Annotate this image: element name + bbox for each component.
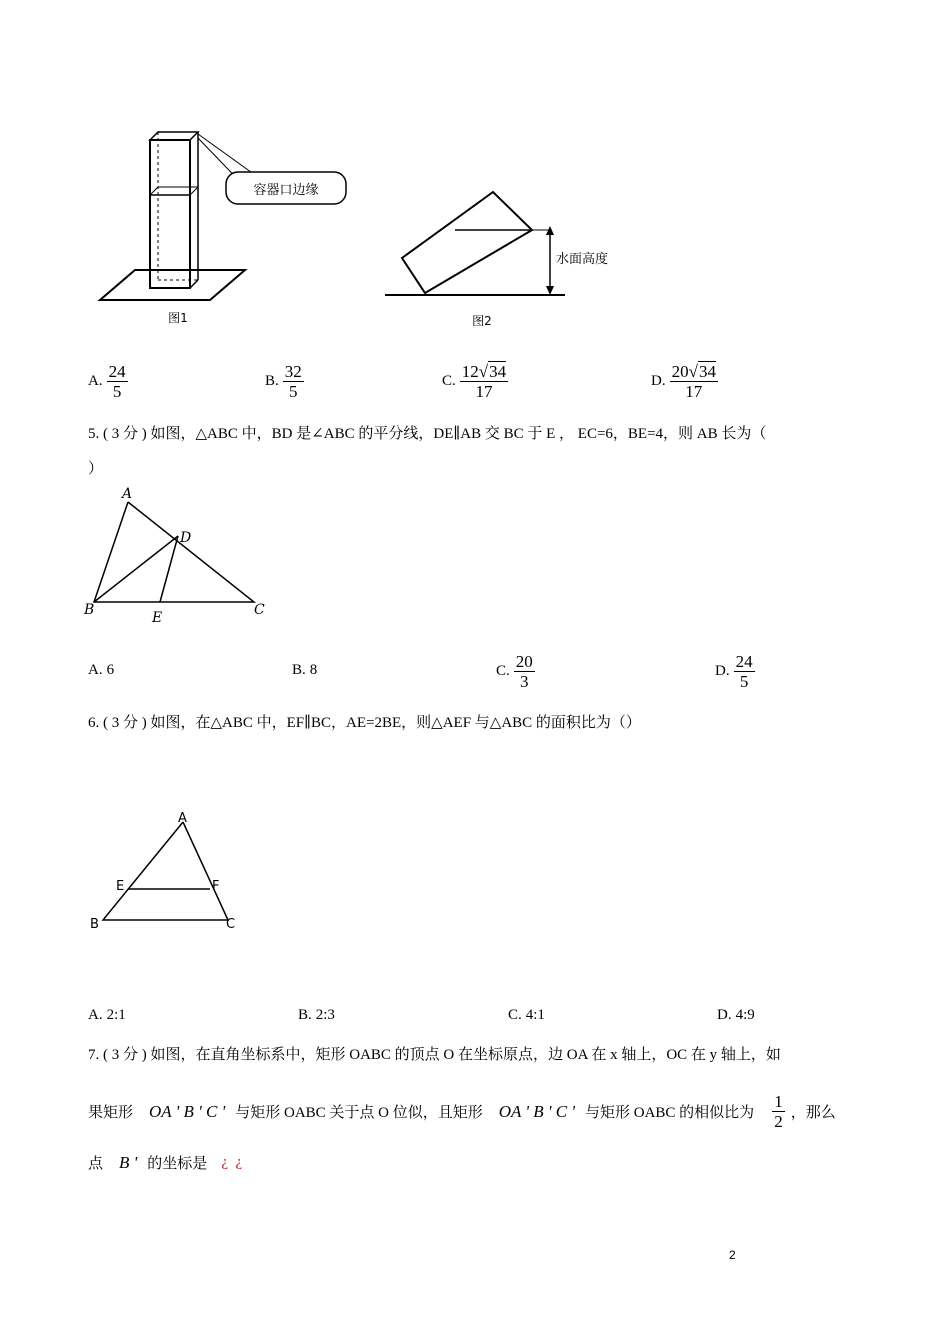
- q4-option-c[interactable]: [442, 362, 508, 401]
- fig1-prism-front: [150, 140, 190, 288]
- option-letter: A.: [88, 1007, 103, 1023]
- denominator: 5: [739, 672, 749, 691]
- text-segment: ，那么: [790, 1105, 836, 1121]
- denominator: 5: [112, 382, 122, 401]
- water-height-label: 水面高度: [556, 252, 609, 267]
- q6-option-a[interactable]: [88, 1007, 126, 1024]
- text-segment: 与矩形 OABC 关于点 O 位似，且矩形: [235, 1105, 483, 1121]
- q6-stem-line1: 6. ( 3 分 ) 如图，在△ABC 中，EF∥BC，AE=2BE，则△AEF 与△ABC 的面积比为（）: [88, 715, 641, 731]
- option-letter: C.: [508, 1007, 522, 1023]
- denominator: 2: [774, 1112, 783, 1131]
- label-f: F: [212, 879, 220, 894]
- q5-option-d[interactable]: [715, 652, 755, 691]
- coefficient: 20: [671, 362, 689, 381]
- option-value: 2:3: [315, 1007, 335, 1023]
- denominator: 5: [289, 382, 298, 401]
- page-number: 2: [729, 1248, 736, 1262]
- option-value: 4:1: [525, 1007, 545, 1023]
- numerator: [670, 362, 718, 382]
- q6-option-d[interactable]: [717, 1007, 755, 1024]
- callout-label: 容器口边缘: [253, 183, 319, 198]
- sqrt-sign: √: [688, 362, 698, 381]
- denominator: 17: [475, 382, 493, 401]
- option-letter: C.: [496, 663, 510, 679]
- q5-stem-line2: ）: [88, 461, 104, 477]
- q7-stem-line3: [88, 1152, 242, 1173]
- q4-option-a[interactable]: [88, 362, 128, 401]
- numerator: 24: [108, 362, 126, 381]
- coefficient: 12: [461, 362, 479, 381]
- text-segment: 的坐标是: [147, 1156, 208, 1172]
- radicand: 34: [489, 362, 507, 381]
- fraction: [734, 652, 755, 691]
- label-e: E: [152, 610, 163, 626]
- segment-bd: [94, 536, 178, 602]
- fig2-caption: 图2: [472, 314, 492, 328]
- numerator: 24: [735, 652, 753, 671]
- option-letter: B.: [292, 662, 306, 678]
- q6-triangle-figure: [86, 808, 246, 936]
- fig1-caption: 图1: [168, 311, 188, 325]
- rectangle-prime-name: OA ' B ' C ': [149, 1101, 226, 1121]
- q6-option-c[interactable]: [508, 1007, 545, 1024]
- numerator: [460, 362, 508, 382]
- q4-option-b[interactable]: [265, 362, 304, 401]
- fig1-base-plate: [100, 270, 245, 300]
- option-value: 8: [309, 662, 318, 678]
- q5-option-c[interactable]: [496, 652, 535, 691]
- option-letter: C.: [442, 373, 456, 389]
- container-figure: [80, 120, 640, 340]
- q5-stem-line1: 5. ( 3 分 ) 如图，△ABC 中，BD 是∠ABC 的平分线，DE∥AB 交 BC 于 E ， EC=6，BE=4，则 AB 长为（: [88, 426, 767, 442]
- label-c: C: [254, 602, 265, 618]
- q5-triangle-figure: [84, 484, 274, 626]
- option-letter: A.: [88, 662, 103, 678]
- label-e: E: [116, 879, 125, 894]
- radicand: 34: [698, 362, 716, 381]
- denominator: 3: [520, 672, 529, 691]
- q5-option-b[interactable]: [292, 662, 317, 679]
- fraction: [107, 362, 128, 401]
- answer-placeholder: ¿ ¿: [221, 1154, 243, 1170]
- label-a: A: [122, 486, 133, 502]
- numerator: 32: [284, 362, 302, 381]
- q7-stem-line2: [88, 1092, 836, 1131]
- point-prime-name: B ': [119, 1152, 138, 1172]
- fraction: [283, 362, 304, 401]
- text-segment: 与矩形 OABC 的相似比为: [585, 1105, 755, 1121]
- numerator: 1: [774, 1092, 783, 1111]
- sqrt-sign: √: [478, 362, 489, 381]
- label-c: C: [226, 917, 236, 932]
- option-letter: B.: [265, 373, 279, 389]
- label-a: A: [178, 811, 187, 826]
- label-d: D: [180, 530, 192, 546]
- fraction: [460, 362, 508, 401]
- denominator: 17: [685, 382, 703, 401]
- q7-stem-line1: 7. ( 3 分 ) 如图，在直角坐标系中，矩形 OABC 的顶点 O 在坐标原点，边 OA 在 x 轴上，OC 在 y 轴上，如: [88, 1047, 781, 1063]
- label-b: B: [90, 917, 99, 932]
- option-letter: D.: [717, 1007, 732, 1023]
- q5-option-a[interactable]: [88, 662, 114, 679]
- label-b: B: [84, 602, 95, 618]
- option-value: 6: [106, 662, 115, 678]
- segment-de: [160, 536, 178, 602]
- option-letter: A.: [88, 373, 103, 389]
- fig2-tilted-box: [402, 192, 532, 293]
- triangle-abc: [103, 822, 228, 920]
- option-letter: B.: [298, 1007, 312, 1023]
- option-letter: D.: [715, 663, 730, 679]
- option-value: 2:1: [106, 1007, 126, 1023]
- numerator: 20: [515, 652, 533, 671]
- option-letter: D.: [651, 373, 666, 389]
- fraction: [514, 652, 535, 691]
- text-segment: 点: [88, 1156, 104, 1172]
- option-value: 4:9: [735, 1007, 755, 1023]
- q4-option-d[interactable]: [651, 362, 718, 401]
- fraction: [670, 362, 718, 401]
- similarity-ratio: [772, 1092, 785, 1131]
- text-segment: 果矩形: [88, 1105, 134, 1121]
- rectangle-prime-name: OA ' B ' C ': [498, 1101, 575, 1121]
- q6-option-b[interactable]: [298, 1007, 335, 1024]
